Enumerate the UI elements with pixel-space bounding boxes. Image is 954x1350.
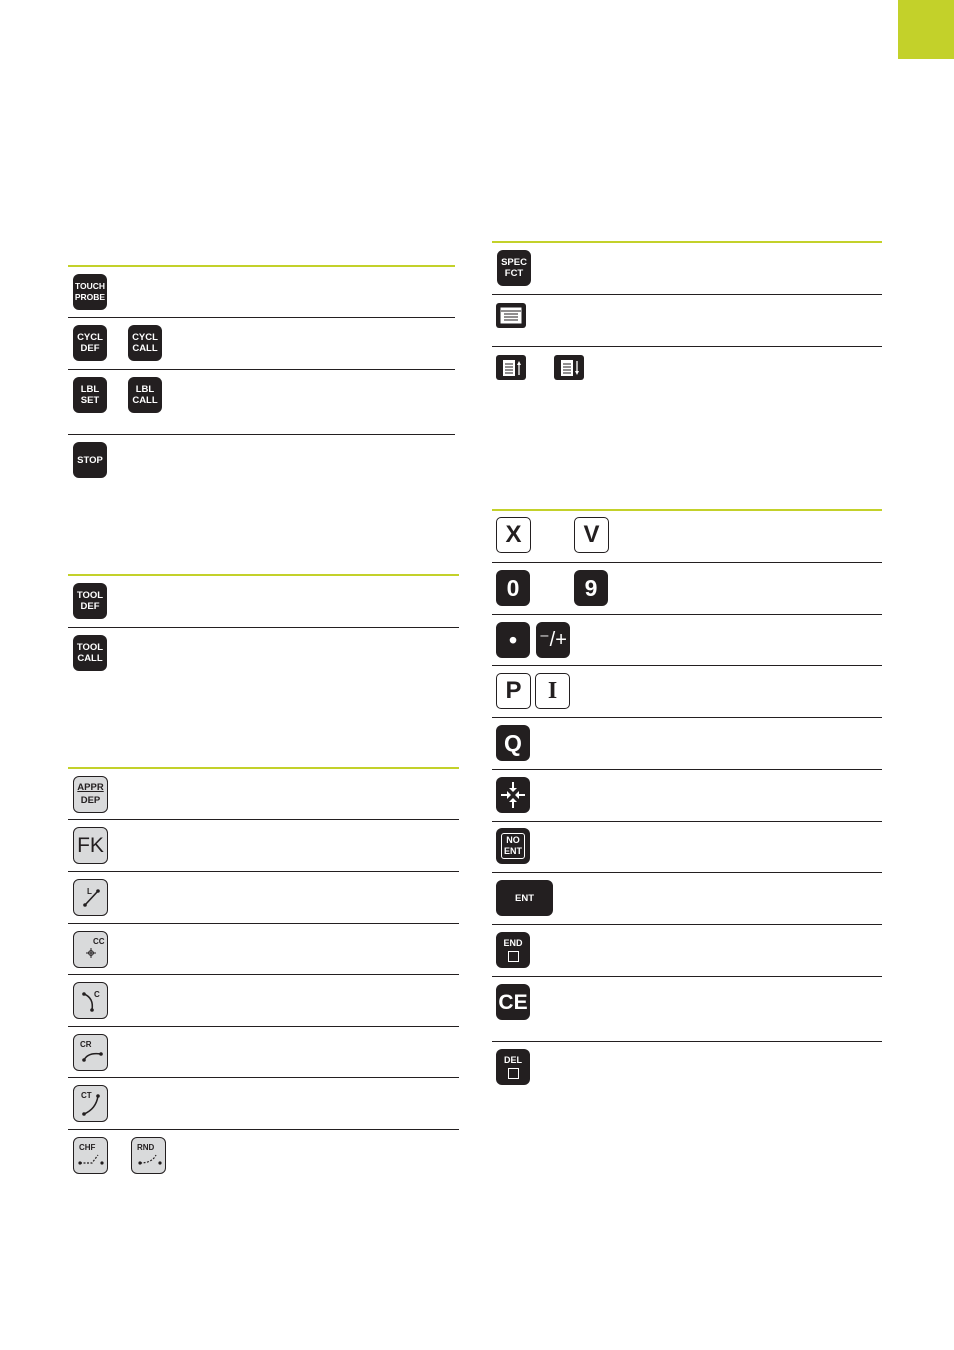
line-key[interactable] [73,879,108,916]
l-label: L [87,887,92,896]
rnd-key[interactable] [131,1137,166,1174]
page-up-key[interactable] [496,355,526,380]
del-square-icon [508,1068,519,1079]
row-sign-keys [492,615,882,666]
radius-arc-icon [74,1034,107,1071]
row-actual-position [492,770,882,822]
v-axis-key[interactable]: V [574,517,609,553]
ent-key[interactable]: ENT [496,880,553,916]
stop-key[interactable]: STOP [73,442,107,478]
no-ent-key[interactable] [496,828,530,864]
actual-position-icon [496,777,530,813]
program-window-icon [496,303,526,328]
line-path-icon [74,879,107,916]
page-up-icon [496,355,526,380]
incremental-key[interactable]: I [535,673,570,709]
nine-key[interactable]: 9 [574,570,608,606]
row-number-keys [492,563,882,615]
lbl-call-key[interactable]: LBL CALL [128,377,162,413]
row-spec-fct [492,243,882,295]
touch-probe-key[interactable]: TOUCH PROBE [73,274,107,310]
program-keys-section [68,265,455,487]
row-cr [68,1027,459,1078]
row-cycl [68,318,455,370]
row-chf-rnd [68,1130,459,1182]
circular-path-icon [74,982,107,1019]
row-program-window [492,295,882,347]
end-key[interactable] [496,932,530,968]
special-keys-section [492,241,882,399]
rounding-icon [132,1137,165,1174]
tool-keys-section [68,574,459,680]
cr-label: CR [80,1040,92,1049]
del-label: DEL [504,1055,522,1065]
clear-entry-key[interactable]: CE [496,984,530,1020]
ct-key[interactable] [73,1085,108,1122]
no-ent-label: NO ENT [501,833,525,859]
end-label: END [503,938,523,948]
row-ct [68,1078,459,1130]
path-keys-section [68,767,459,1182]
ct-label: CT [81,1091,92,1100]
row-appr-dep [68,769,459,820]
cr-key[interactable] [73,1034,108,1071]
row-line [68,872,459,924]
rnd-label: RND [137,1143,155,1152]
row-stop [68,435,455,487]
circle-center-icon [74,931,107,968]
q-parameter-key[interactable]: Q [496,725,530,761]
cc-key[interactable] [73,931,108,968]
cc-label: CC [93,937,105,946]
chapter-tab [898,0,954,59]
row-axis-keys [492,511,882,563]
row-fk [68,820,459,872]
x-axis-key[interactable]: X [496,517,531,553]
appr-dep-key[interactable] [73,776,108,813]
row-ent [492,873,882,925]
row-circle [68,975,459,1027]
chf-label: CHF [79,1143,96,1152]
lbl-set-key[interactable]: LBL SET [73,377,107,413]
entry-keys-section [492,509,882,1094]
cycl-def-key[interactable]: CYCL DEF [73,325,107,361]
appr-label: APPR [77,782,104,793]
row-pi-keys [492,666,882,718]
row-cc [68,924,459,975]
polar-coordinate-key[interactable]: P [496,673,531,709]
row-touch-probe [68,267,455,318]
actual-position-key[interactable] [496,777,530,813]
row-lbl [68,370,455,435]
end-square-icon [508,951,519,962]
zero-key[interactable]: 0 [496,570,530,606]
spec-fct-key[interactable]: SPEC FCT [497,250,531,286]
tool-def-key[interactable]: TOOL DEF [73,583,107,619]
program-window-key[interactable] [496,303,526,328]
row-del [492,1042,882,1094]
page-down-key[interactable] [554,355,584,380]
dep-label: DEP [80,795,101,806]
row-end [492,925,882,977]
c-label: C [94,990,100,999]
row-ce [492,977,882,1042]
decimal-point-key[interactable]: • [496,622,530,658]
tool-call-key[interactable]: TOOL CALL [73,635,107,671]
sign-change-key[interactable]: ⁻/+ [536,622,570,658]
cycl-call-key[interactable]: CYCL CALL [128,325,162,361]
row-tool-call [68,628,459,680]
del-key[interactable] [496,1049,530,1085]
fk-key[interactable]: FK [73,827,108,864]
row-q-key [492,718,882,770]
row-tool-def [68,576,459,628]
circle-key[interactable] [73,982,108,1019]
chf-key[interactable] [73,1137,108,1174]
chamfer-icon [74,1137,107,1174]
row-page-keys [492,347,882,399]
tangent-arc-icon [74,1085,107,1122]
page-down-icon [554,355,584,380]
row-no-ent [492,822,882,873]
